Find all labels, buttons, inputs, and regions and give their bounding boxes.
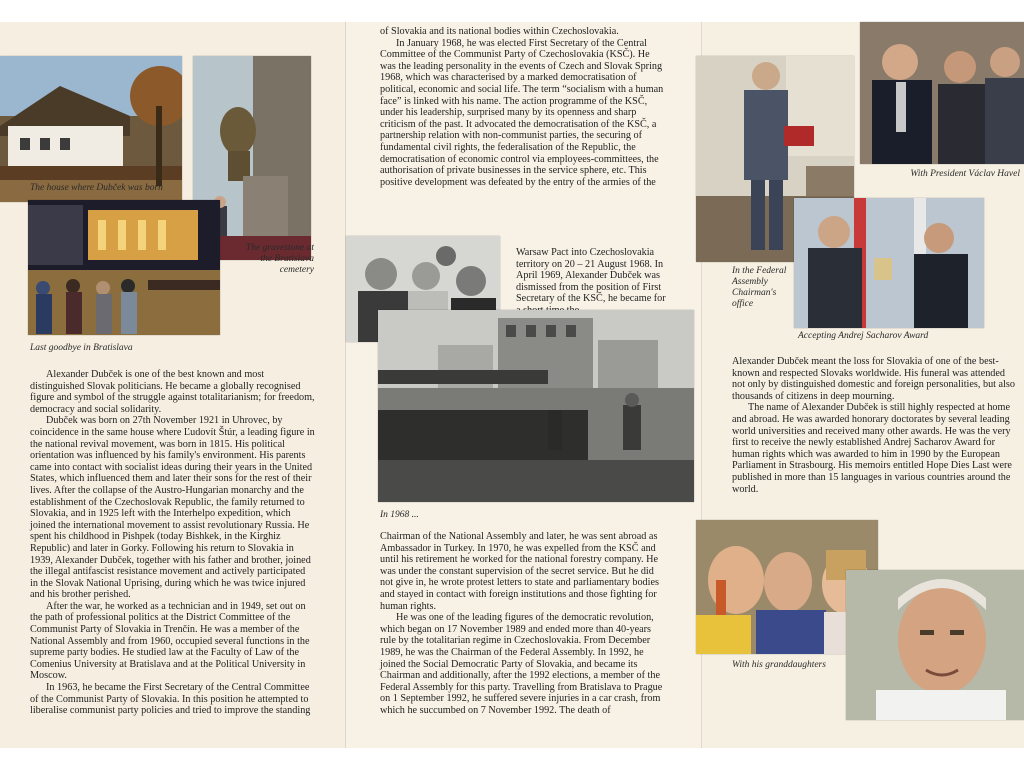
panel-middle [346, 22, 702, 748]
panel3-text [732, 356, 1016, 495]
caption-federal-office: In the Federal Assembly Chairman's office [732, 266, 787, 309]
caption-gravestone: The gravestone at the Bratislava cemetery [245, 243, 314, 275]
p2-para-1: of Slovakia and its national bodies within Czechoslovakia. [380, 26, 619, 37]
caption-havel: With President Václav Havel [910, 169, 1020, 179]
panel2-side-text: Warsaw Pact into Czechoslovakia territory on 20 – 21 August 1968. In April 1969, Alexander Dubček was dismissed from the position of First Secretary of the KSČ, he became for [516, 247, 666, 305]
panel2-bottom-text [380, 531, 668, 717]
caption-last-goodbye: Last goodbye in Bratislava [30, 343, 133, 353]
caption-house: The house where Dubček was born [30, 183, 163, 193]
photo-sacharov-award [794, 198, 984, 328]
p1-para-3: After the war, he worked as a technician and in 1949, set out on the path of professional politics at the District Committee of the Communist Party of Slovakia in Trenčín. He was a member of the National Assembly and from 1960, occupied several functions in the supreme party bodies. He studied law at the Faculty of Law of the Comenius University at Bratislava and at the Political University in Moscow. [30, 600, 310, 682]
p1-para-4: In 1963, he became the First Secretary of the Central Committee of the Communist Party of Slovakia. In this position he attempted to liberalise communist party policies and tried to improve the standing [30, 682, 311, 717]
p3-para-1: Alexander Dubček meant the loss for Slovakia of one of the best-known and respected Slovaks worldwide. His funeral was attended not only by distinguished domestic and foreign personalities, but also thousands of citizens in deep mourning. [732, 356, 1015, 402]
panel-left [0, 22, 346, 748]
photo-with-havel [860, 22, 1024, 164]
p1-para-2: Dubček was born on 27th November 1921 in Uhrovec, by coincidence in the same house where Ľudovít Štúr, a leading figure in the national revival movement, was born in 1815. His political orientation was influenced by his family's environment. His parents came into contact with socialist ideas during their years in the United States, which influenced them and later their sons for the rest of their lives. After the collapse of the Austro-Hungarian monarchy and the establishment of the Czechoslovak Republic, the family returned to Slovakia, and in 1925 left with the Interhelpo expedition, which joined the international movement to assist revolutionary Russia. He spent his childhood in Pishpek (today Bishkek, in the Kirghiz Republic) and later in Gorky. Following his return to Slovakia in 1939, Alexander Dubček, together with his father and brother, joined the illegal antifascist resistance movement and actively participated in the Slovak National Uprising, during which he was twice injured and his brother perished. [30, 415, 315, 601]
photo-birth-house [0, 56, 182, 202]
panel1-text [30, 369, 315, 717]
photo-portrait [846, 570, 1024, 720]
p2-para-3: Chairman of the National Assembly and later, he was sent abroad as Ambassador in Turkey. In 1970, he was expelled from the KSČ and until his retirement he worked for the national forestry company. He was under the constant supervision of the secret service. But he did not give in, he wrote protest letters to state and parliamentary bodies and stayed in contact with foreign institutions and those fighting for human rights. [380, 531, 659, 612]
p1-para-1: Alexander Dubček is one of the best known and most distinguished Slovak politicians. He became a globally recognised figure and symbol of the struggle against totalitarianism; for freedom, democracy and social solidarity. [30, 369, 315, 415]
p2-para-4: He was one of the leading figures of the democratic revolution, which began on 17 November 1989 and ended more than 40-years rule by the totalitarian regime in Czechoslovakia. From December 1989, he was the Chairman of the Federal Assembly. In 1992, he joined the Social Democratic Party of Slovakia, and became its Chairman and additionally, after the 1992 elections, a member of the Federal Assembly for this party. Travelling from Bratislava to Prague on 1 September 1992, he suffered severe injuries in a car crash, from which he succumbed on 7 November 1992. The death of [380, 612, 663, 716]
panel-right [702, 22, 1024, 748]
p3-para-2: The name of Alexander Dubček is still highly respected at home and abroad. He was awarded honorary doctorates by several leading world universities and received many other awards. He was the very first to receive the newly established Andrej Sacharov Award for human rights which was awarded to him in 1990 by the European Parliament in Strasbourg. His memoirs entitled Hope Dies Last were published in more than 15 languages in various countries around the world. [732, 402, 1012, 495]
brochure-sheet [0, 22, 1024, 748]
caption-sacharov: Accepting Andrej Sacharov Award [798, 331, 929, 341]
photo-last-goodbye [28, 200, 220, 335]
p2-para-2: In January 1968, he was elected First Secretary of the Central Committee of the Communist Party of Czechoslovakia (KSČ). He was the leading personality in the events of Czech and Slovak Spring 1968, which was characterised by a marked democratisation of political, economic and social life. The term “socialism with a human face” is linked with his name. The action programme of the KSČ, under his leadership, surprised many by its openness and sharp criticism of the past. It advocated the democratisation of the KSČ, a partnership relation with non-communist parties, the securing of fundamental civil rights, the federalisation of the Republic, the democratisation of economic control via employees-committees, the authorisation of private businesses in the service sphere, etc. This positive development was defeated by the entry of the armies of the [380, 37, 664, 188]
panel2-top-text [380, 26, 666, 188]
photo-invasion-1968 [378, 310, 694, 502]
caption-granddaughters: With his granddaughters [732, 660, 826, 670]
caption-1968: In 1968 ... [380, 510, 419, 520]
